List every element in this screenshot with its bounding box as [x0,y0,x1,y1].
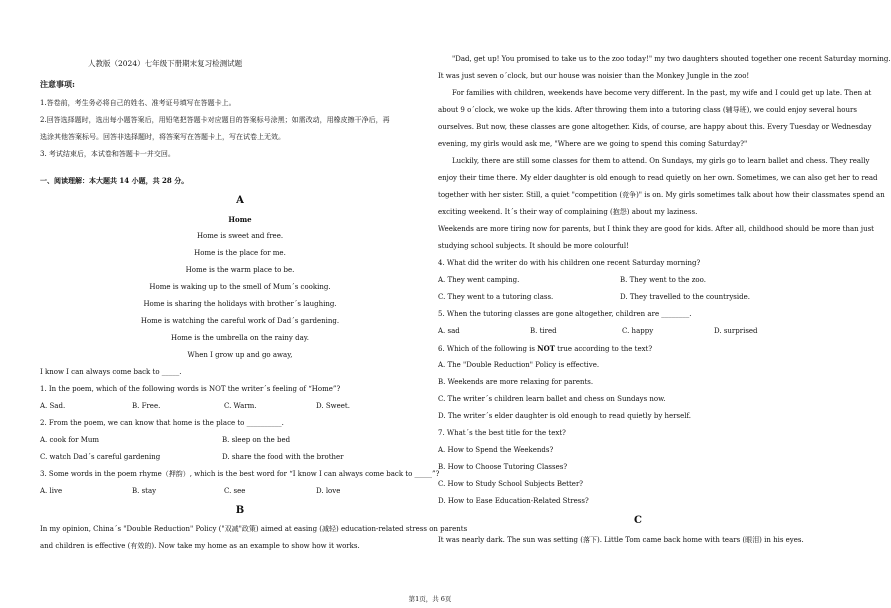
passage-b-line: It was just seven o´clock, but our house was noisier than the Monkey Jungle in the zoo! [438,72,750,80]
notice-heading: 注意事项: [40,79,75,89]
question-5: 5. When the tutoring classes are gone altogether, children are ________. [438,310,692,318]
poem-line: Home is the umbrella on the rainy day. [170,334,310,342]
passage-b-line: Luckily, there are still some classes for them to attend. On Sundays, my girls go to learn ballet and chess. They really [452,157,870,165]
poem-line: When I grow up and go away, [187,351,293,359]
question-7: 7. What´s the best title for the text? [438,429,566,437]
poem-line: Home is the warm place to be. [185,266,295,274]
notice-item: 1.答卷前，考生务必将自己的姓名、准考证号填写在答题卡上。 [40,99,236,107]
option[interactable]: B. stay [132,487,157,495]
passage-b-line: In my opinion, China´s "Double Reduction" Policy ("双减"政策) aimed at easing (减轻) education-related stress on parents [40,525,468,533]
passage-b-line: Weekends are more tiring now for parents, but I think they are good for kids. After all, childhood should be more than just [438,225,874,233]
passage-a-letter: A [236,195,244,206]
page-footer: 第1页，共 6页 [408,595,452,603]
option[interactable]: A. Sad. [40,402,66,410]
question-6-pre: 6. Which of the following is [438,345,538,353]
question-4-options [438,289,838,306]
passage-b-line: and children is effective (有效的). Now take my home as an example to show how it works. [40,542,360,550]
question-1-options [40,398,440,415]
option[interactable]: B. They went to the zoo. [620,276,706,284]
document-title: 人教版（2024）七年级下册期末复习检测试题 [88,59,243,68]
passage-b-line: exciting weekend. It´s their way of complaining (抱怨) about my laziness. [438,208,698,216]
poem-line: Home is the place for me. [194,249,286,257]
section-heading: 一、阅读理解：本大题共 14 小题，共 28 分。 [40,176,189,185]
passage-b-line: together with her sister. Still, a quiet "competition (竞争)" is on. My girls sometimes talk about how their classmates spend an [438,191,885,199]
passage-b-line: ourselves. But now, these classes are gone altogether. Kids, of course, are happy about this. Every Tuesday or Wednesday [438,123,872,131]
question-2: 2. From the poem, we can know that home is the place to __________. [40,419,284,427]
poem-line: Home is sharing the holidays with brother´s laughing. [143,300,337,308]
question-4-options [438,272,838,289]
question-5-options [438,323,838,340]
option[interactable]: C. The writer´s children learn ballet and chess on Sundays now. [438,395,666,403]
poem-line: Home is watching the careful work of Dad´s gardening. [140,317,340,325]
question-6-emphasis: NOT [537,344,555,353]
question-4: 4. What did the writer do with his children one recent Saturday morning? [438,259,701,267]
passage-c-letter: C [634,515,642,526]
passage-b-letter: B [235,505,245,516]
poem-line: Home is sweet and free. [196,232,284,240]
option[interactable]: A. The "Double Reduction" Policy is effective. [438,361,600,369]
option[interactable]: D. Sweet. [316,402,350,410]
passage-b-line: studying school subjects. It should be more colourful! [438,242,629,250]
question-3: 3. Some words in the poem rhyme（押韵）, which is the best word for “I know I can always come back to _____”? [40,470,440,478]
notice-item: 3. 考试结束后，本试卷和答题卡一并交回。 [40,150,175,158]
option[interactable]: B. tired [530,327,557,335]
option[interactable]: A. sad [438,327,460,335]
option[interactable]: A. cook for Mum [40,436,100,444]
passage-b-line: For families with children, weekends have become very different. In the past, my wife and I could get up late. Then at [452,89,872,97]
option[interactable]: C. happy [622,327,654,335]
passage-b-line: about 9 o´clock, we woke up the kids. After throwing them into a tutoring class (辅导班), we could enjoy several hours [438,106,857,114]
option[interactable]: B. Weekends are more relaxing for parents. [438,378,594,386]
poem-line: Home is waking up to the smell of Mum´s cooking. [149,283,331,291]
notice-item: 2.回答选择题时，选出每小题答案后，用铅笔把答题卡对应题目的答案标号涂黑；如需改动，用橡皮擦干净后，再 [40,116,390,124]
option[interactable]: D. love [316,487,341,495]
option[interactable]: C. How to Study School Subjects Better? [438,480,584,488]
option[interactable]: A. live [40,487,63,495]
passage-b-line: enjoy their time there. My elder daughter is old enough to read quietly on her own. Sometimes, we can also get her to read [438,174,878,182]
option[interactable]: C. see [224,487,246,495]
option[interactable]: A. They went camping. [438,276,520,284]
option[interactable]: B. Free. [132,402,161,410]
question-2-options [40,449,440,466]
option[interactable]: C. They went to a tutoring class. [438,293,554,301]
passage-b-line: "Dad, get up! You promised to take us to the zoo today!" my two daughters shouted together one recent Saturday morning. [452,55,891,63]
question-1: 1. In the poem, which of the following words is NOT the writer´s feeling of “Home”? [40,385,341,393]
option[interactable]: B. How to Choose Tutoring Classes? [438,463,568,471]
option[interactable]: D. How to Ease Education-Related Stress? [438,497,589,505]
notice-item: 选涂其他答案标号。回答非选择题时，将答案写在答题卡上，写在试卷上无效。 [40,133,285,141]
option[interactable]: C. Warm. [224,402,257,410]
question-3-options [40,483,440,500]
poem-title: Home [228,215,252,224]
question-6 [438,340,838,358]
option[interactable]: C. watch Dad´s careful gardening [40,453,161,461]
poem-last-line: I know I can always come back to _____. [40,368,182,376]
passage-b-line: evening, my girls would ask me, "Where are we going to spend this coming Saturday?" [438,140,748,148]
option[interactable]: D. share the food with the brother [222,453,344,461]
passage-c-line: It was nearly dark. The sun was setting (落下). Little Tom came back home with tears (眼泪) in his eyes. [438,536,804,544]
option[interactable]: D. surprised [714,327,758,335]
option[interactable]: D. The writer´s elder daughter is old enough to read quietly by herself. [438,412,692,420]
option[interactable]: B. sleep on the bed [222,436,291,444]
option[interactable]: A. How to Spend the Weekends? [438,446,554,454]
question-2-options [40,432,440,449]
question-6-post: true according to the text? [554,345,653,353]
option[interactable]: D. They travelled to the countryside. [620,293,750,301]
